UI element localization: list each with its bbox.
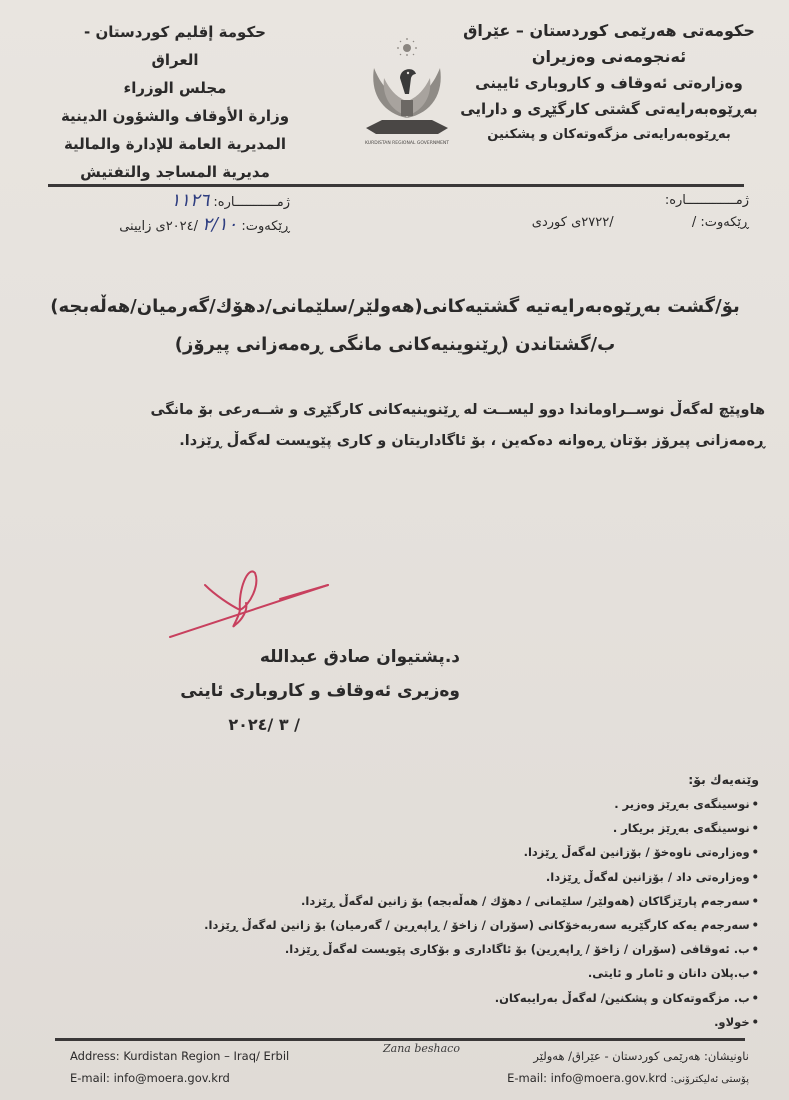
cc-item: •ب.پلان دانان و ئامار و ئایتی. bbox=[587, 966, 759, 981]
letter-date-handwritten: ٢/١٠ bbox=[202, 214, 238, 235]
footer-email-ku-value[interactable]: E-mail: info@moera.gov.krd bbox=[507, 1071, 667, 1085]
cc-item: •نوسینگەی بەڕێز بریکار . bbox=[612, 821, 759, 836]
header-ku-council: ئەنجومەنی وەزیران bbox=[531, 47, 687, 66]
signer-title: وەزیری ئەوقاف و کاروباری ئاینی bbox=[180, 681, 460, 701]
footer-email-ku-line bbox=[449, 1067, 749, 1091]
cc-items bbox=[59, 792, 759, 1034]
footer-address-en: Address: Kurdistan Region – Iraq/ Erbil bbox=[70, 1049, 290, 1063]
cc-title: وێنەیەك بۆ: bbox=[688, 772, 759, 787]
header-ar-council: مجلس الوزراء bbox=[123, 79, 227, 97]
cc-item: •وەزارەتی داد / بۆزانین لەگەڵ ڕێزدا. bbox=[545, 869, 759, 884]
cc-item: •سەرجەم پارێزگاکان (هەولێر/ سلێمانی / دهۆك / هەڵەبجە) بۆ زانین لەگەڵ ڕێزدا. bbox=[301, 893, 759, 908]
header-ku-directorate: بەڕێوەبەرایەتی مزگەوتەکان و پشکنین bbox=[487, 127, 731, 142]
letter-date-label: ڕێکەوت: bbox=[241, 219, 290, 234]
footer-divider bbox=[55, 1038, 745, 1041]
reference-date-label: ڕێکەوت: / bbox=[691, 215, 749, 230]
cc-item: •نوسینگەی بەڕێز وەزیر . bbox=[614, 797, 759, 811]
footer-english bbox=[70, 1045, 330, 1089]
letter-number-line bbox=[90, 190, 290, 214]
subject-block bbox=[40, 288, 750, 364]
header-arabic bbox=[60, 18, 290, 186]
cc-item: •سەرجەم یەکە کارگێریە سەربەخۆکانی (سۆران / زاخۆ / ڕاپەڕین / گەرمیان) بۆ زانین لەگەڵ ڕێزدا. bbox=[204, 918, 759, 933]
signer-name: د.پشتیوان صادق عبدالله bbox=[259, 647, 460, 667]
header-ar-directorate: مديرية المساجد والتفتيش bbox=[80, 163, 270, 181]
svg-text:KURDISTAN REGIONAL GOVERNMENT: KURDISTAN REGIONAL GOVERNMENT bbox=[364, 141, 450, 146]
reference-block-gregorian bbox=[90, 190, 290, 238]
subject-recipients: بۆ/گشت بەڕێوەبەرایەتیە گشتیەکانی(هەولێر/سلێمانی/دهۆك/گەرمیان/هەڵەبجە) bbox=[50, 296, 740, 317]
signature-date: / ٣ /٢٠٢٤ bbox=[228, 715, 300, 734]
footer-kurdish bbox=[449, 1045, 749, 1091]
header-ar-directorate-general: المديرية العامة للإدارة والمالية bbox=[63, 135, 287, 153]
krg-emblem-icon bbox=[362, 38, 452, 148]
cc-item: •خولاو. bbox=[714, 1014, 759, 1029]
cc-item: •وەزارەتی ناوەخۆ / بۆزانین لەگەڵ ڕێزدا. bbox=[523, 845, 759, 860]
body-line-2: ڕەمەزانی پیرۆز بۆتان ڕەوانە دەکەین ، بۆ ئاگاداریتان و کاری پێویست لەگەڵ ڕێزدا. bbox=[179, 433, 765, 449]
reference-date-line bbox=[509, 212, 749, 234]
header-ar-ministry: وزارة الأوقاف والشؤون الدينية bbox=[60, 107, 290, 125]
footer-email-en[interactable]: E-mail: info@moera.gov.krd bbox=[70, 1071, 230, 1085]
letter-body bbox=[80, 395, 765, 457]
header-ku-government: حکومەتی هەرێمی کوردستان – عێراق bbox=[463, 21, 755, 40]
reference-date-value: /٢٧٢٢ی کوردی bbox=[531, 215, 614, 230]
cc-item: •ب. ئەوقافی (سۆران / زاخۆ / ڕاپەڕین) بۆ ئاگاداری و بۆکاری پێویست لەگەڵ ڕێزدا. bbox=[284, 942, 759, 957]
letter-date-value: /٢٠٢٤ی زایینی bbox=[119, 219, 199, 234]
header-kurdish bbox=[459, 18, 759, 148]
footer-address-ku: ناونیشان: هەرێمی کوردستان - عێراق/ هەولێر bbox=[533, 1049, 749, 1063]
typist-initials: Zana beshaco bbox=[383, 1042, 460, 1055]
reference-number-label: ژمـــــــــــــارە: bbox=[664, 193, 749, 208]
signature-mark bbox=[160, 565, 330, 645]
header-ar-government: حكومة إقليم كوردستان - العراق bbox=[84, 23, 266, 69]
footer-email-ku-label: پۆستی ئەلیکترۆنی: bbox=[670, 1074, 749, 1085]
letter-date-line bbox=[90, 214, 290, 238]
cc-item: •ب. مزگەوتەکان و پشکنین/ لەگەڵ بەرایبەکان. bbox=[494, 990, 759, 1005]
letter-number-label: ژمـــــــــــارە: bbox=[213, 195, 290, 210]
letter-number-handwritten: ١١٢٦ bbox=[170, 190, 210, 211]
subject-title: ب/گشتاندن (ڕێنوینیەکانی مانگی ڕەمەزانی پیرۆز) bbox=[174, 334, 616, 355]
signer-block bbox=[160, 640, 460, 742]
body-line-1: هاوپێچ لەگەڵ نوســراوماندا دوو لیســت لە ڕێنوینیەکانی کارگێڕی و شــەرعی بۆ مانگی bbox=[150, 402, 765, 418]
header-divider bbox=[48, 184, 744, 187]
cc-list bbox=[59, 768, 759, 1034]
header-ku-ministry: وەزارەتی ئەوقاف و کاروباری ئایینی bbox=[475, 74, 743, 92]
header-ku-directorate-general: بەڕێوەبەرایەتی گشتی کارگێڕی و دارایی bbox=[460, 100, 758, 118]
reference-block-kurdish bbox=[509, 190, 749, 234]
